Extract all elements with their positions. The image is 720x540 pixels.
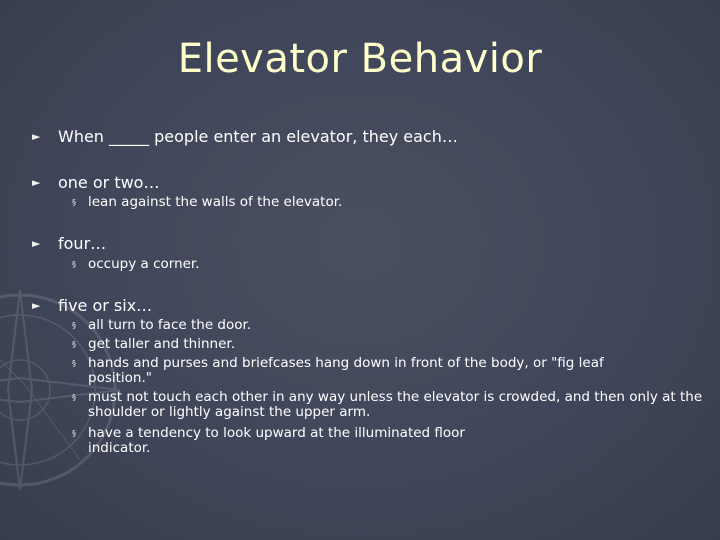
sub-bullet-text: hands and purses and briefcases hang down in front of the body, or "fig leaf position." [88, 355, 604, 386]
sub-bullet-item [72, 390, 712, 420]
square-bullet-icon: § [72, 340, 76, 349]
sub-bullet-item [72, 426, 502, 456]
bullet-text: one or two… [58, 173, 160, 192]
slide-title: Elevator Behavior [177, 36, 543, 82]
sub-bullet-item [72, 195, 712, 210]
bullet-item [32, 173, 159, 192]
bullet-item [32, 296, 152, 315]
square-bullet-icon: § [72, 429, 76, 438]
sub-bullet-item [72, 356, 662, 386]
sub-bullet-item [72, 337, 712, 352]
sub-bullet-text: lean against the walls of the elevator. [88, 194, 343, 210]
bullet-text: five or six… [58, 296, 153, 315]
square-bullet-icon: § [72, 321, 76, 330]
sub-bullet-text: occupy a corner. [88, 256, 200, 272]
bullet-text: When _____ people enter an elevator, they each… [58, 127, 458, 146]
arrow-bullet-icon: ► [32, 176, 41, 189]
bullet-text: four… [58, 234, 107, 253]
arrow-bullet-icon: ► [32, 299, 41, 312]
bullet-item [32, 127, 458, 146]
square-bullet-icon: § [72, 393, 76, 402]
square-bullet-icon: § [72, 359, 76, 368]
sub-bullet-item [72, 257, 712, 272]
sub-bullet-text: must not touch each other in any way unless the elevator is crowded, and then only at the shoulder or lightly against the upper arm. [88, 389, 703, 420]
sub-bullet-item [72, 318, 712, 333]
arrow-bullet-icon: ► [32, 237, 41, 250]
square-bullet-icon: § [72, 198, 76, 207]
sub-bullet-text: all turn to face the door. [88, 317, 252, 333]
square-bullet-icon: § [72, 260, 76, 269]
bullet-item [32, 234, 106, 253]
sub-bullet-text: get taller and thinner. [88, 336, 235, 352]
arrow-bullet-icon: ► [32, 130, 41, 143]
sub-bullet-text: have a tendency to look upward at the illuminated floor indicator. [88, 425, 465, 456]
